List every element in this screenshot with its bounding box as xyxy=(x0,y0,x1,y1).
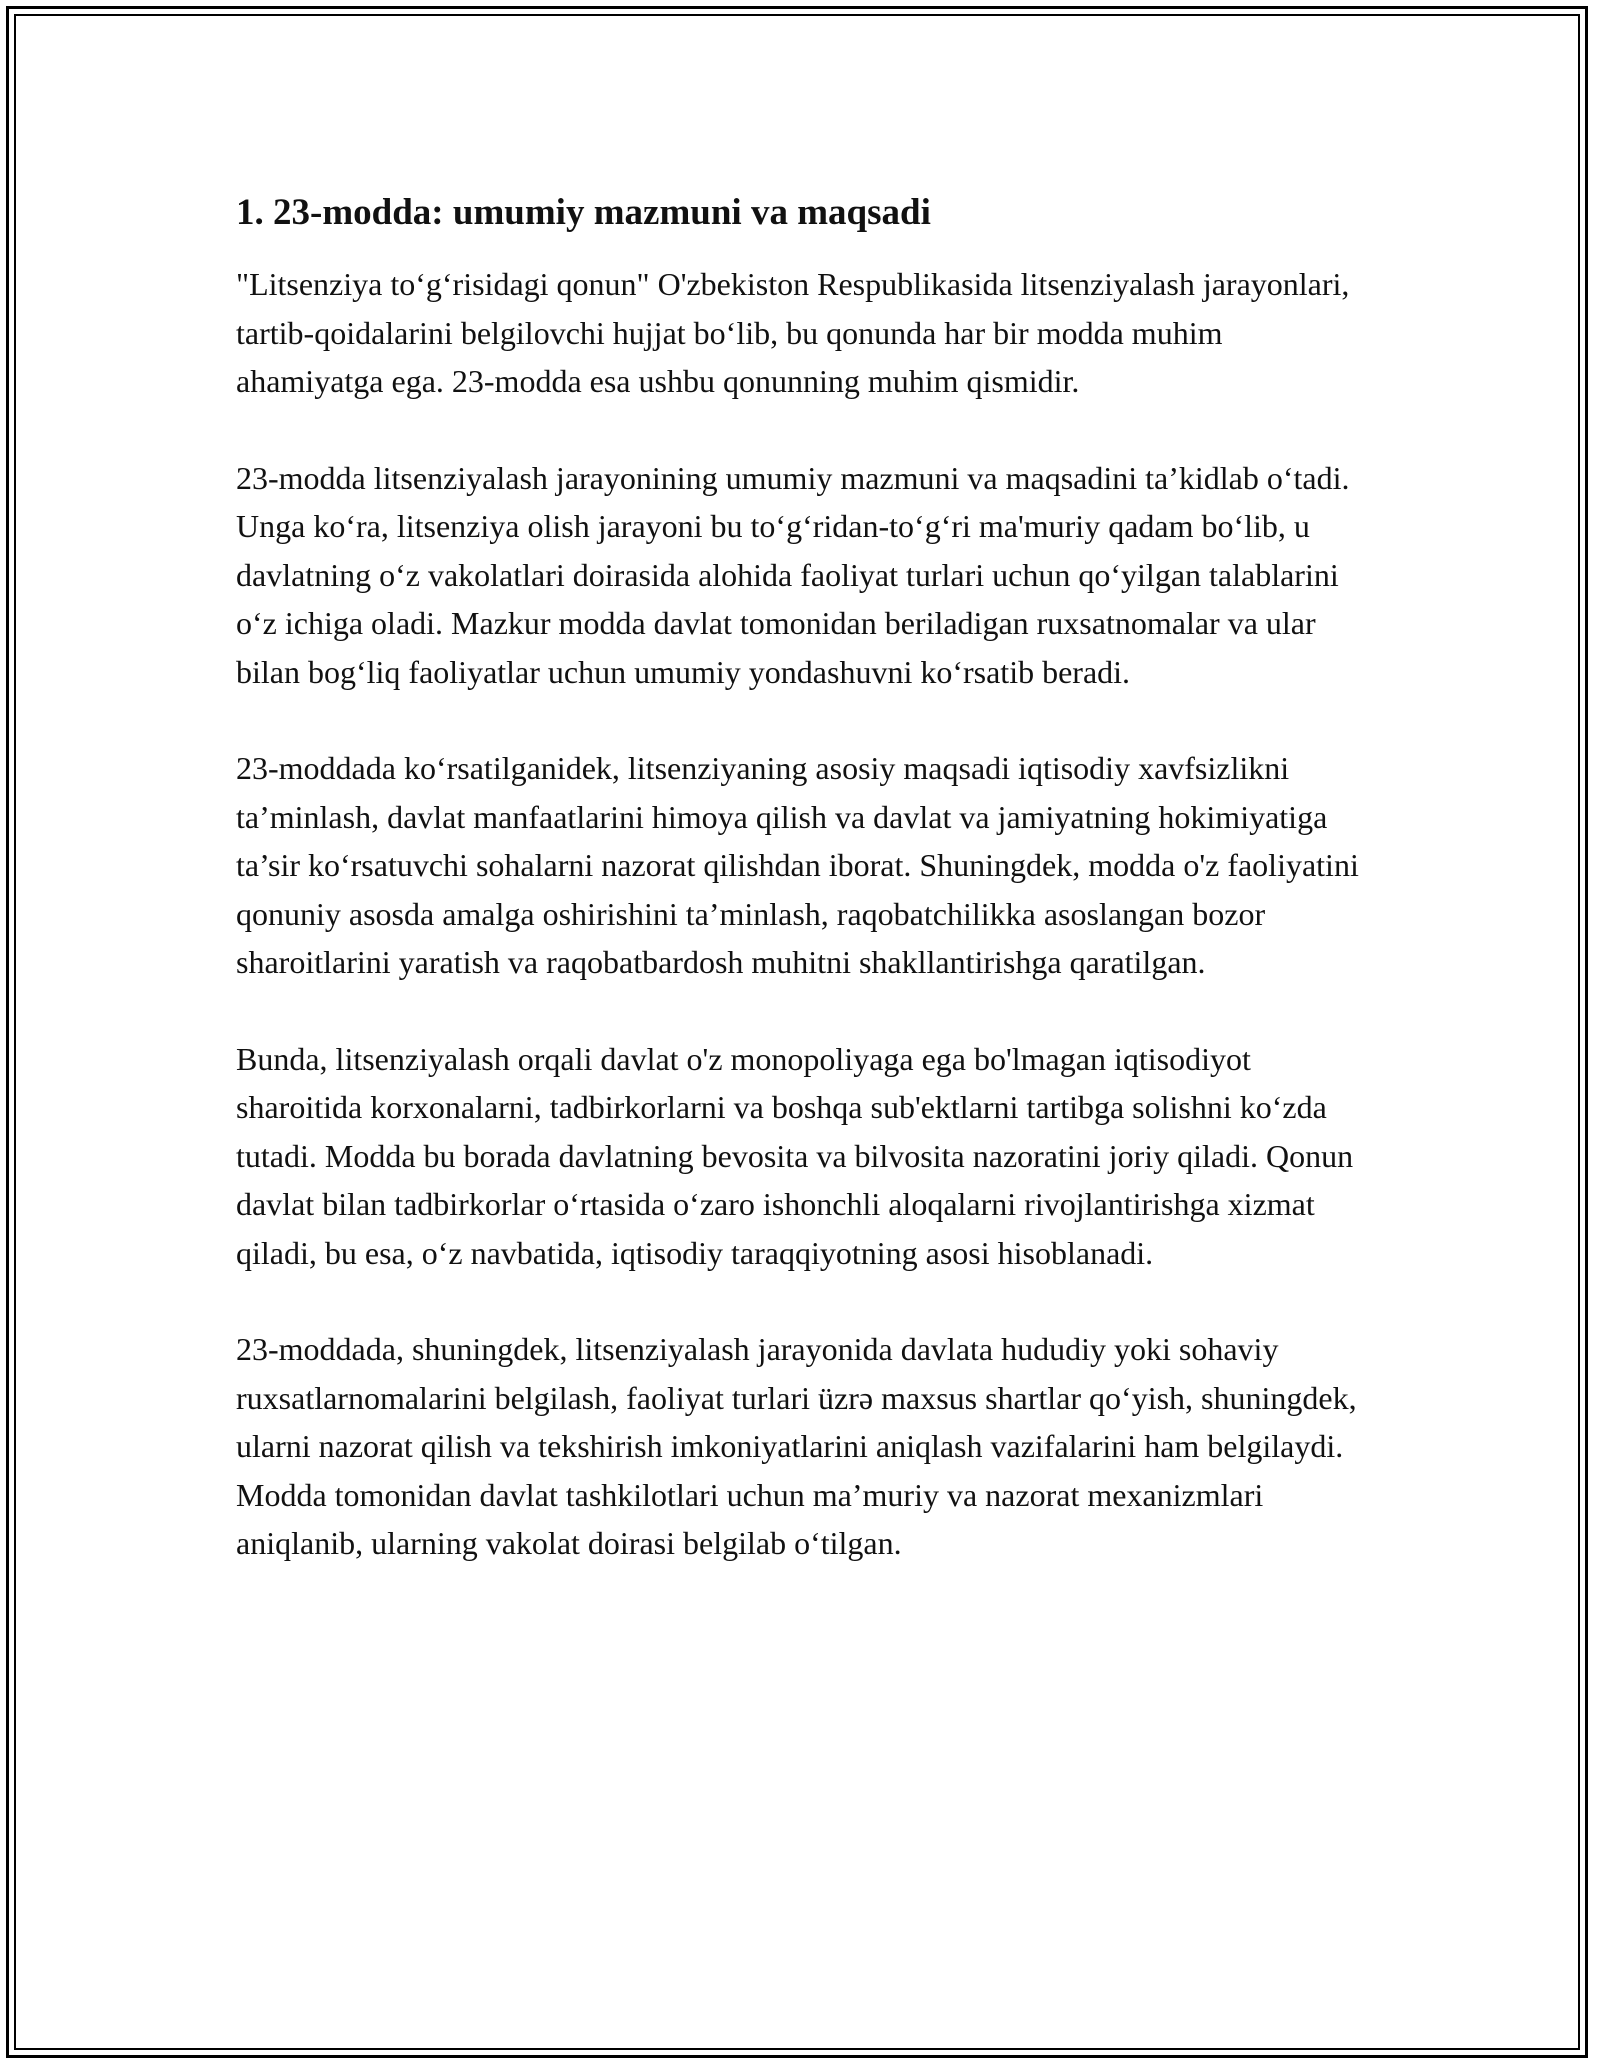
paragraph-5: 23-moddada, shuningdek, litsenziyalash jarayonida davlata hududiy yoki sohaviy ruxsatlarnomalarini belgilash, faoliyat turlari üzrə maxsus shartlar qo‘yish, shuningdek, ularni nazorat qilish va tekshirish imkoniyatlarini aniqlash vazifalarini ham belgilaydi. Modda tomonidan davlat tashkilotlari uchun ma’muriy va nazorat mexanizmlari aniqlanib, ularning vakolat doirasi belgilab o‘tilgan. xyxy=(236,1331,1357,1561)
paragraph-3: 23-moddada ko‘rsatilganidek, litsenziyaning asosiy maqsadi iqtisodiy xavfsizlikni ta’minlash, davlat manfaatlarini himoya qilish va davlat va jamiyatning hokimiyatiga ta’sir ko‘rsatuvchi sohalarni nazorat qilishdan iborat. Shuningdek, modda o'z faoliyatini qonuniy asosda amalga oshirishini ta’minlash, raqobatchilikka asoslangan bozor sharoitlarini yaratish va raqobatbardosh muhitni shakllantirishga qaratilgan. xyxy=(236,750,1359,980)
paragraph-1: "Litsenziya to‘g‘risidagi qonun" O'zbekiston Respublikasida litsenziyalash jarayonlari, tartib-qoidalarini belgilovchi hujjat bo‘lib, bu qonunda har bir modda muhim ahamiyatga ega. 23-modda esa ushbu qonunning muhim qismidir. xyxy=(236,266,1350,399)
document-body xyxy=(236,186,1371,1616)
paragraph-2: 23-modda litsenziyalash jarayonining umumiy mazmuni va maqsadini ta’kidlab o‘tadi. Unga ko‘ra, litsenziya olish jarayoni bu to‘g‘ridan-to‘g‘ri ma'muriy qadam bo‘lib, u davlatning o‘z vakolatlari doirasida alohida faoliyat turlari uchun qo‘yilgan talablarini o‘z ichiga oladi. Mazkur modda davlat tomonidan beriladigan ruxsatnomalar va ular bilan bog‘liq faoliyatlar uchun umumiy yondashuvni ko‘rsatib beradi. xyxy=(236,459,1350,690)
paragraph-4: Bunda, litsenziyalash orqali davlat o'z monopoliyaga ega bo'lmagan iqtisodiyot sharoitida korxonalarni, tadbirkorlarni va boshqa sub'ektlarni tartibga solishni ko‘zda tutadi. Modda bu borada davlatning bevosita va bilvosita nazoratini joriy qiladi. Qonun davlat bilan tadbirkorlar o‘rtasida o‘zaro ishonchli aloqalarni rivojlantirishga xizmat qiladi, bu esa, o‘z navbatida, iqtisodiy taraqqiyotning asosi hisoblanadi. xyxy=(236,1040,1354,1271)
section-heading: 1. 23-modda: umumiy mazmuni va maqsadi xyxy=(236,192,931,233)
